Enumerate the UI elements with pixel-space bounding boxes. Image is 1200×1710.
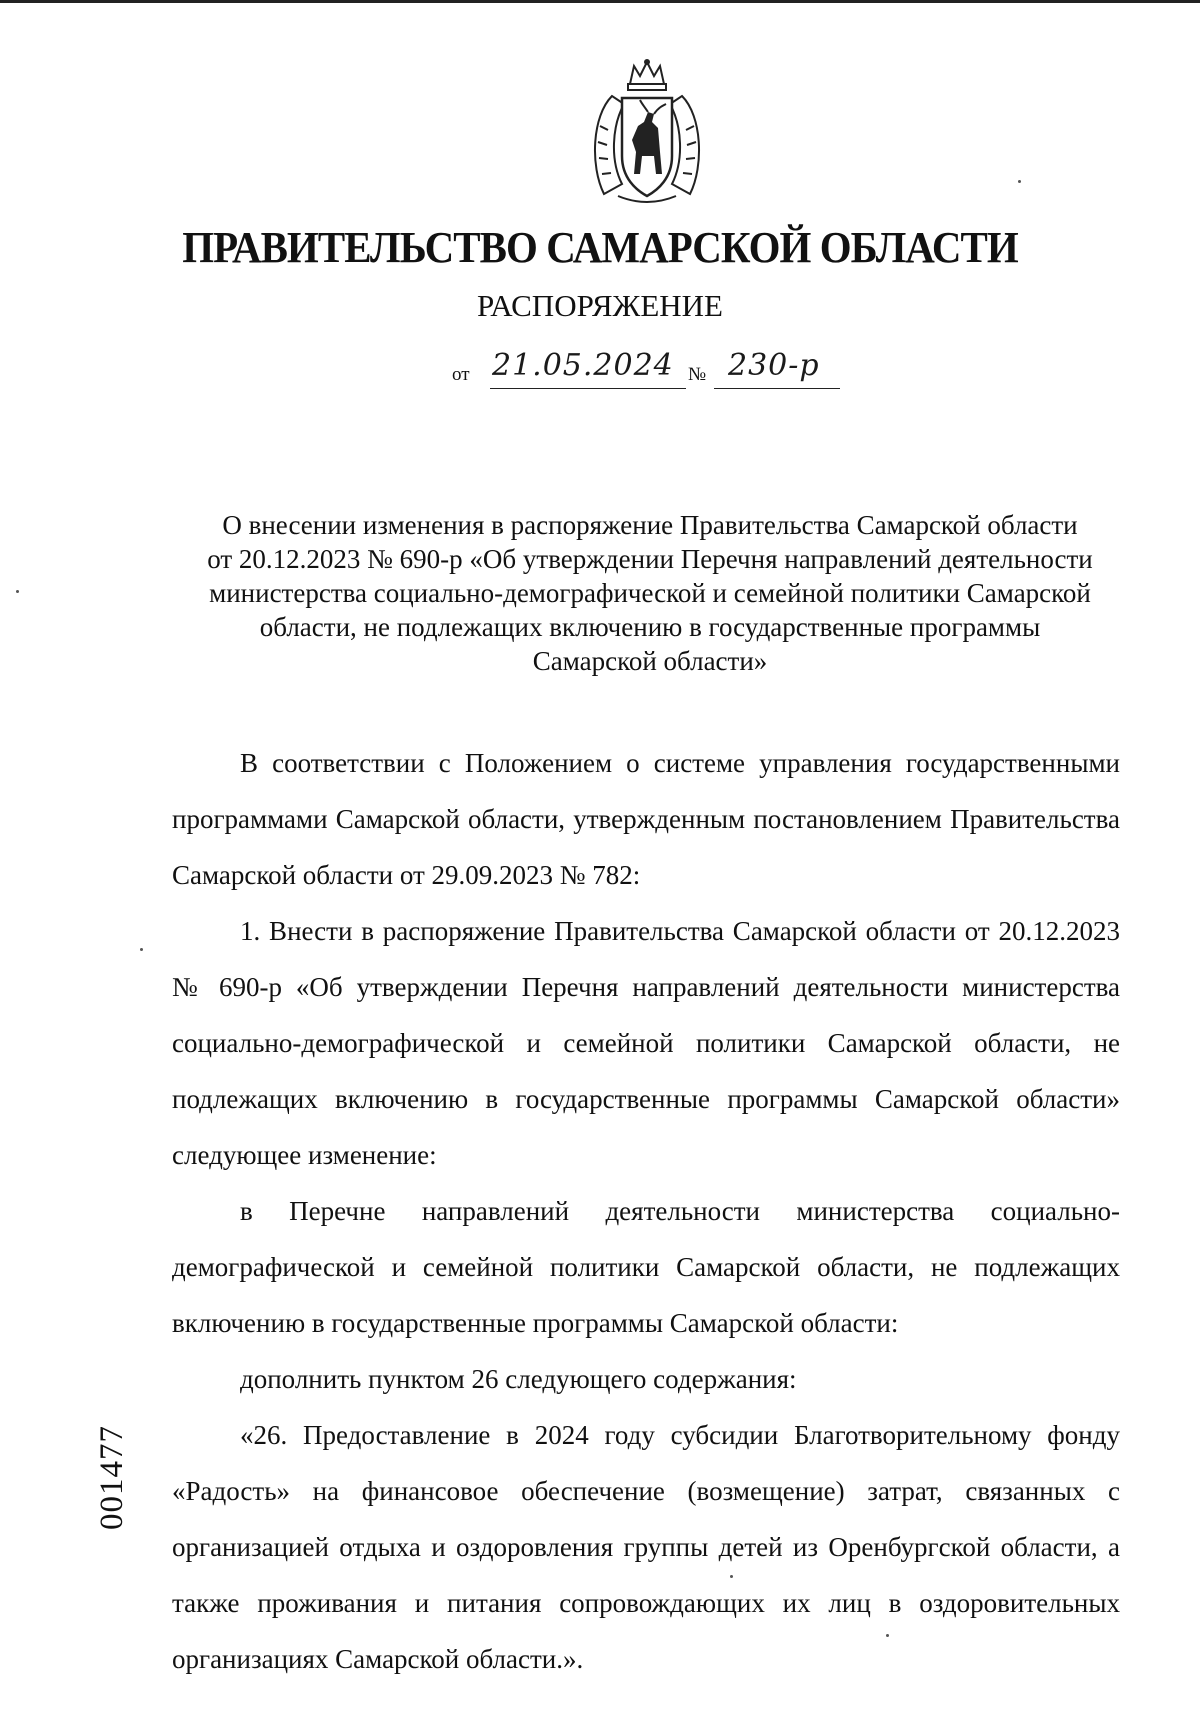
scan-speck xyxy=(1018,180,1021,183)
number-underline xyxy=(714,388,840,389)
subject-line: Самарской области» xyxy=(532,646,768,676)
scan-top-edge xyxy=(0,0,1200,3)
item-1-subparagraph: в Перечне направлений деятельности министерства социально-демографической и семейной политики Самарской области, не подлежащих включению в государственные программы Самарской области: xyxy=(172,1196,1120,1338)
document-subject xyxy=(170,508,1130,678)
document-body xyxy=(172,735,1120,1687)
date-underline xyxy=(490,388,686,389)
scan-speck xyxy=(730,1575,733,1578)
subject-line: министерства социально-демографической и семейной политики Самарской xyxy=(209,578,1091,608)
handwritten-number: 230-р xyxy=(728,348,820,383)
subject-line: О внесении изменения в распоряжение Правительства Самарской области xyxy=(222,510,1078,540)
subject-line: от 20.12.2023 № 690-р «Об утверждении Перечня направлений деятельности xyxy=(207,544,1093,574)
organization-title: ПРАВИТЕЛЬСТВО САМАРСКОЙ ОБЛАСТИ xyxy=(182,223,1018,272)
subject-line: области, не подлежащих включению в государственные программы xyxy=(259,612,1041,642)
samara-coat-of-arms-icon xyxy=(582,56,712,208)
document-type: РАСПОРЯЖЕНИЕ xyxy=(477,288,723,323)
item-26-paragraph: «26. Предоставление в 2024 году субсидии Благотворительному фонду «Радость» на финансовое обеспечение (возмещение) затрат, связанных с организацией отдыха и оздоровления группы детей из Оренбургской области, а также проживания и питания сопровождающих их лиц в оздоровительных организациях Самарской области.». xyxy=(172,1420,1120,1674)
preamble-paragraph: В соответствии с Положением о системе управления государственными программами Самарской области, утвержденным постановлением Правительства Самарской области от 29.09.2023 № 782: xyxy=(172,748,1120,890)
item-1-addition: дополнить пунктом 26 следующего содержания: xyxy=(240,1364,797,1394)
date-label: от xyxy=(452,364,470,385)
number-label: № xyxy=(688,364,707,385)
date-number-line xyxy=(452,348,852,392)
scan-speck xyxy=(16,590,19,593)
registration-number: 001477 xyxy=(94,1425,130,1530)
scan-speck xyxy=(886,1634,889,1637)
scan-speck xyxy=(140,948,143,951)
item-1-paragraph: 1. Внести в распоряжение Правительства Самарской области от 20.12.2023 № 690-р «Об утверждении Перечня направлений деятельности министерства социально-демографической и семейной политики Самарской области, не подлежащих включению в государственные программы Самарской области» следующее изменение: xyxy=(172,916,1120,1170)
handwritten-date: 21.05.2024 xyxy=(492,348,674,383)
